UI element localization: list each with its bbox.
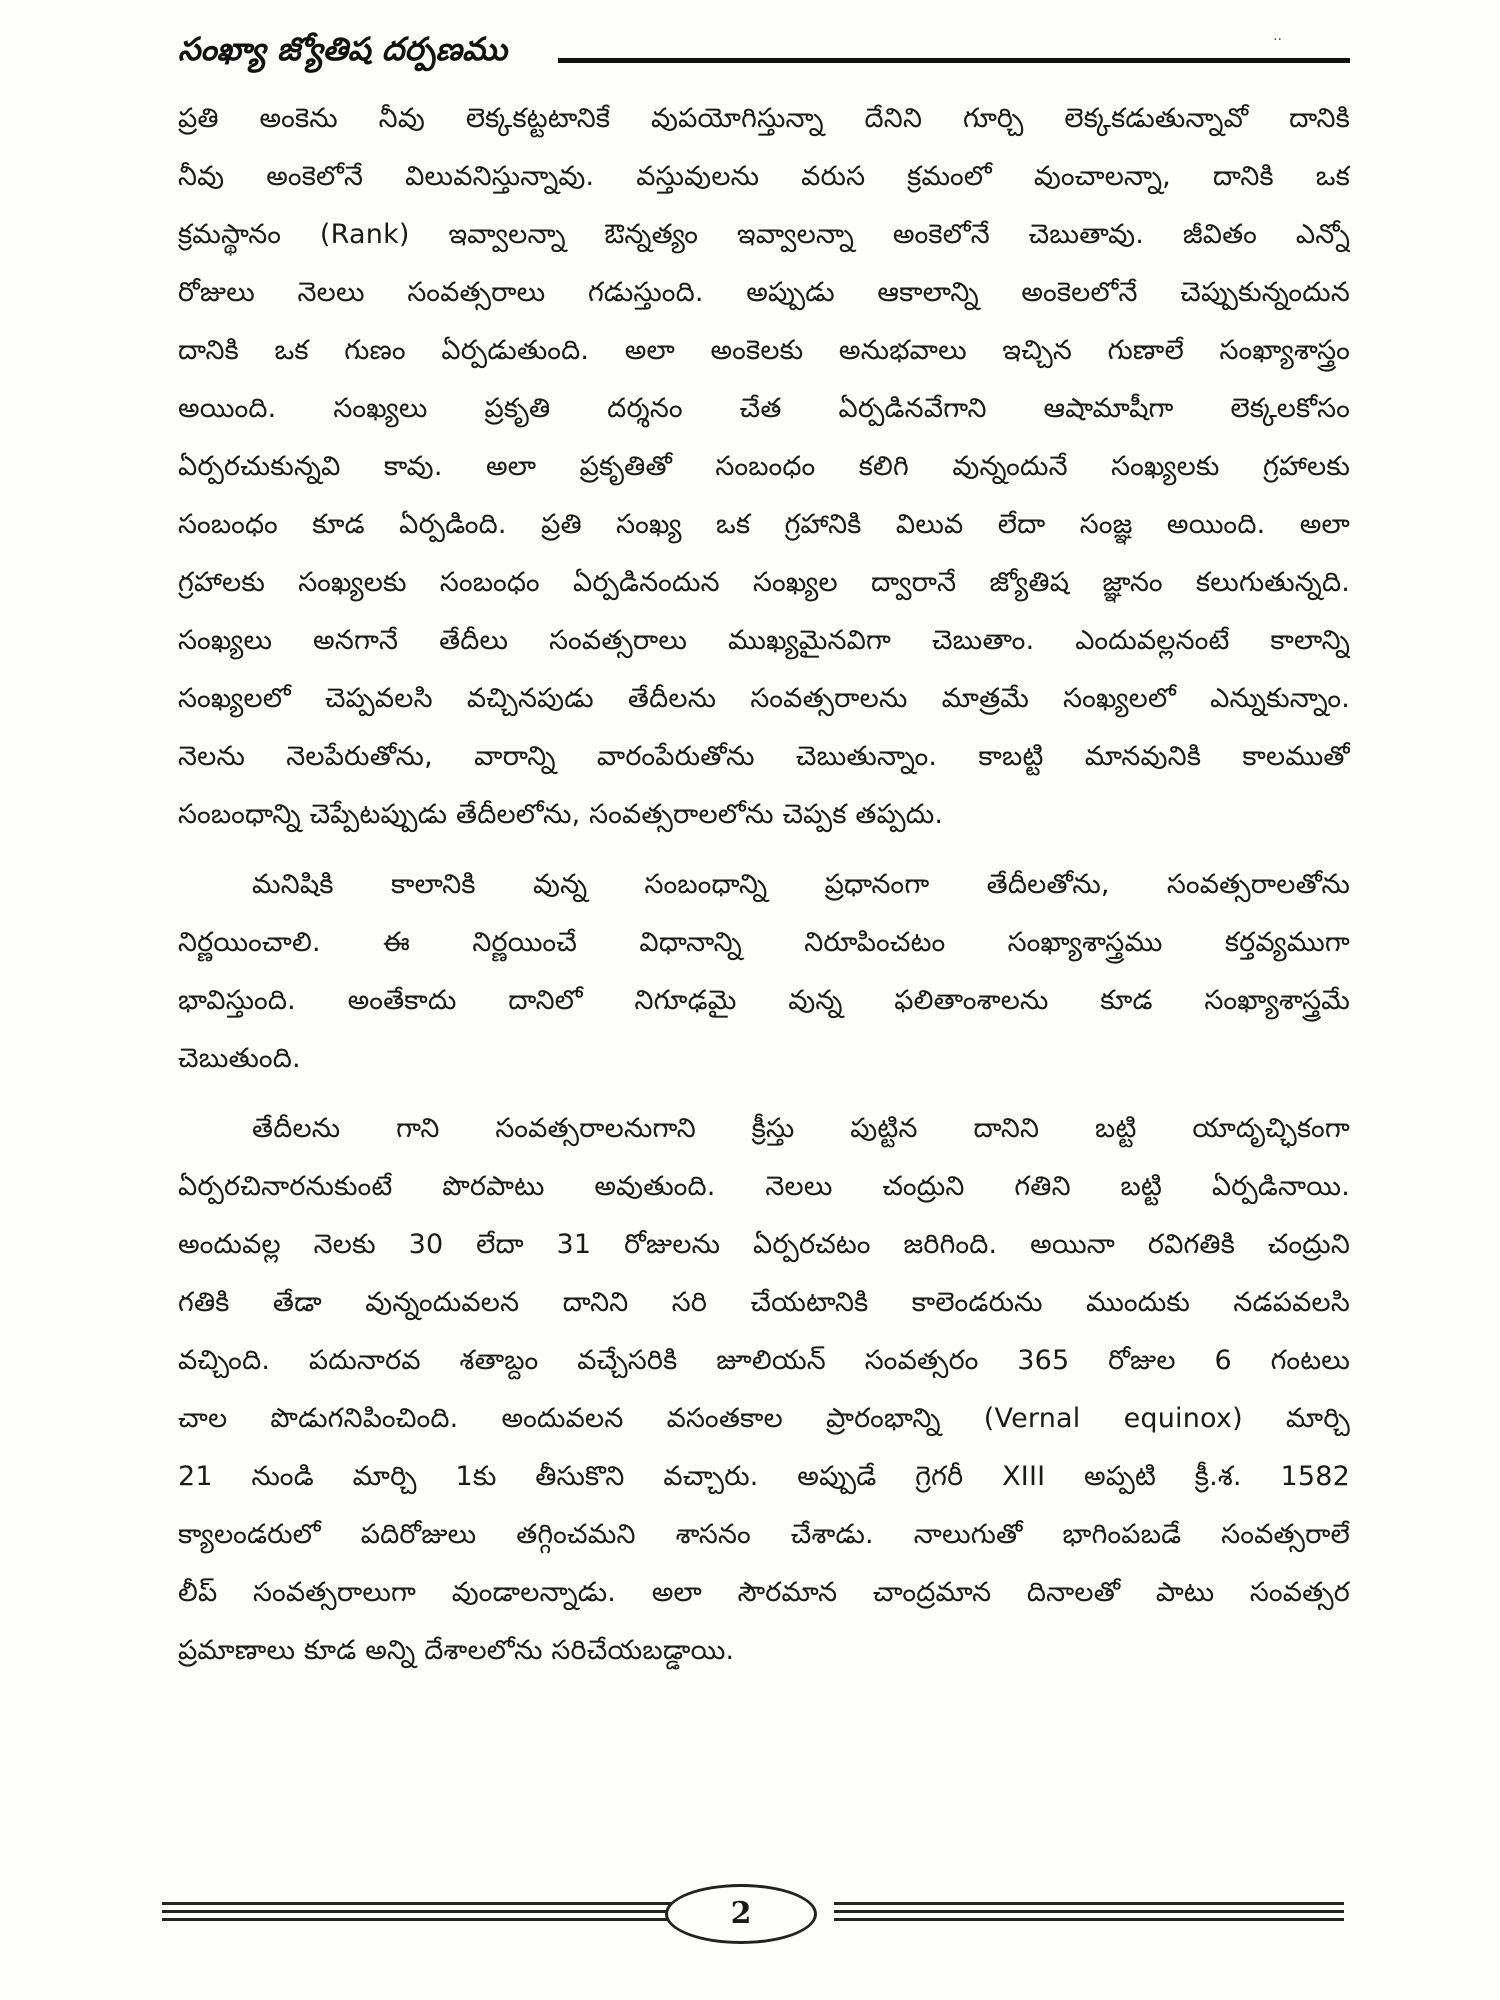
text-line: నీవు అంకెలోనే విలువనిస్తున్నావు. వస్తువులను వరుస క్రమంలో వుంచాలన్నా, దానికి ఒక	[178, 161, 1350, 192]
text-line: గతికి తేడా వున్నందువలన దానిని సరి చేయటానికి కాలెండరును ముందుకు నడపవలసి	[178, 1287, 1350, 1318]
book-title: సంఖ్యా జ్యోతిష దర్పణము	[178, 30, 508, 68]
text-line: సంబంధం కూడ ఏర్పడింది. ప్రతి సంఖ్య ఒక గ్రహానికి విలువ లేదా సంజ్ఞ అయింది. అలా	[178, 509, 1350, 540]
text-line: రోజులు నెలలు సంవత్సరాలు గడుస్తుంది. అప్పుడు ఆకాలాన్ని అంకెలలోనే చెప్పుకున్నందున	[178, 277, 1350, 308]
text-line: చెబుతుంది.	[178, 1043, 301, 1074]
text-line: ప్రమాణాలు కూడ అన్ని దేశాలలోను సరిచేయబడ్డాయి.	[178, 1635, 735, 1666]
header-mark: ..	[1273, 28, 1282, 44]
paragraph-1	[178, 90, 1350, 844]
text-line: తేదీలను గాని సంవత్సరాలనుగాని క్రీస్తు పుట్టిన దానిని బట్టి యాదృచ్ఛికంగా	[252, 1113, 1350, 1144]
footer-rule	[162, 1918, 672, 1921]
text-line: మనిషికి కాలానికి వున్న సంబంధాన్ని ప్రధానంగా తేదీలతోను, సంవత్సరాలతోను	[252, 869, 1350, 900]
running-header	[178, 28, 1350, 78]
text-line: దానికి ఒక గుణం ఏర్పడుతుంది. అలా అంకెలకు అనుభవాలు ఇచ్చిన గుణాలే సంఖ్యాశాస్త్రం	[178, 335, 1350, 366]
text-line: సంబంధాన్ని చెప్పేటప్పుడు తేదీలలోను, సంవత్సరాలలోను చెప్పక తప్పదు.	[178, 799, 944, 830]
text-line: లీప్ సంవత్సరాలుగా వుండాలన్నాడు. అలా సౌరమాన చాంద్రమాన దినాలతో పాటు సంవత్సర	[178, 1577, 1350, 1608]
text-line: సంఖ్యలలో చెప్పవలసి వచ్చినపుడు తేదీలను సంవత్సరాలను మాత్రమే సంఖ్యలలో ఎన్నుకున్నాం.	[178, 683, 1350, 714]
paragraph-3	[178, 1100, 1350, 1680]
footer-rule	[834, 1910, 1344, 1913]
text-line: అయింది. సంఖ్యలు ప్రకృతి దర్శనం చేత ఏర్పడినవేగాని ఆషామాషీగా లెక్కలకోసం	[178, 393, 1350, 424]
page-body	[178, 90, 1350, 1680]
text-line: గ్రహాలకు సంఖ్యలకు సంబంధం ఏర్పడినందున సంఖ్యల ద్వారానే జ్యోతిష జ్ఞానం కలుగుతున్నది.	[178, 567, 1350, 598]
text-line: క్రమస్థానం (Rank) ఇవ్వాలన్నా ఔన్నత్యం ఇవ్వాలన్నా అంకెలోనే చెబుతావు. జీవితం ఎన్నో	[178, 219, 1350, 250]
header-rule	[558, 58, 1350, 63]
text-line: ఏర్పరచుకున్నవి కావు. అలా ప్రకృతితో సంబంధం కలిగి వున్నందునే సంఖ్యలకు గ్రహాలకు	[178, 451, 1350, 482]
footer-rule	[162, 1902, 672, 1905]
text-line: చాల పొడుగనిపించింది. అందువలన వసంతకాల ప్రారంభాన్ని (Vernal equinox) మార్చి	[178, 1403, 1350, 1434]
text-line: క్యాలండరులో పదిరోజులు తగ్గించమని శాసనం చేశాడు. నాలుగుతో భాగింపబడే సంవత్సరాలే	[178, 1519, 1350, 1550]
text-line: వచ్చింది. పదునారవ శతాబ్దం వచ్చేసరికి జూలియన్ సంవత్సరం 365 రోజుల 6 గంటలు	[178, 1345, 1350, 1376]
text-line: అందువల్ల నెలకు 30 లేదా 31 రోజులను ఏర్పరచటం జరిగింది. అయినా రవిగతికి చంద్రుని	[178, 1229, 1350, 1260]
text-line: భావిస్తుంది. అంతేకాదు దానిలో నిగూఢమై వున్న ఫలితాంశాలను కూడ సంఖ్యాశాస్త్రమే	[178, 985, 1350, 1016]
text-line: సంఖ్యలు అనగానే తేదీలు సంవత్సరాలు ముఖ్యమైనవిగా చెబుతాం. ఎందువల్లనంటే కాలాన్ని	[178, 625, 1350, 656]
paragraph-2	[178, 856, 1350, 1088]
text-line: ప్రతి అంకెను నీవు లెక్కకట్టటానికే వుపయోగిస్తున్నా దేనిని గూర్చి లెక్కకడుతున్నావో దానికి	[178, 103, 1350, 134]
text-line: 21 నుండి మార్చి 1కు తీసుకొని వచ్చారు. అప్పుడే గ్రెగరీ XIII అప్పటి క్రీ.శ. 1582	[178, 1461, 1350, 1492]
text-line: ఏర్పరచినారనుకుంటే పొరపాటు అవుతుంది. నెలలు చంద్రుని గతిని బట్టి ఏర్పడినాయి.	[178, 1171, 1350, 1202]
footer-rule	[162, 1910, 672, 1913]
footer-rule	[834, 1902, 1344, 1905]
page-number: 2	[665, 1884, 817, 1944]
text-line: నిర్ణయించాలి. ఈ నిర్ణయించే విధానాన్ని నిరూపించటం సంఖ్యాశాస్త్రము కర్తవ్యముగా	[178, 927, 1350, 958]
page-footer	[162, 1880, 1344, 1950]
text-line: నెలను నెలపేరుతోను, వారాన్ని వారంపేరుతోను చెబుతున్నాం. కాబట్టి మానవునికి కాలముతో	[178, 741, 1350, 772]
footer-rule	[834, 1918, 1344, 1921]
